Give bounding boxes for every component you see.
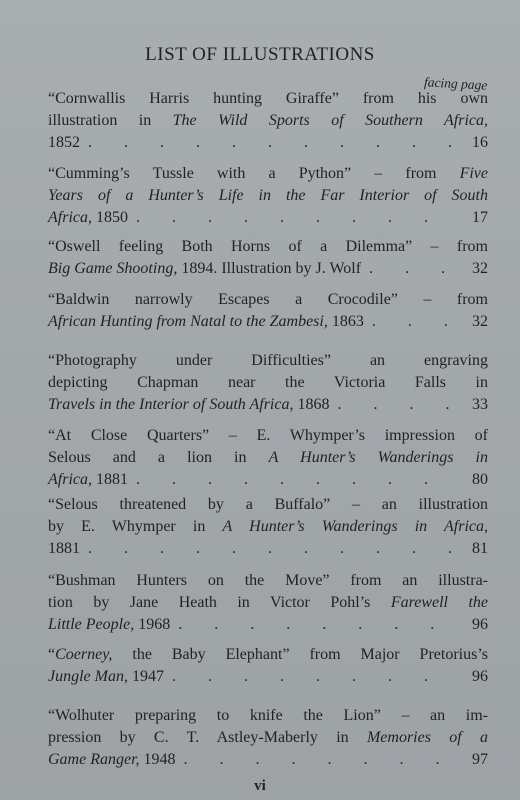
italic-title-text: African Hunting from Natal to the Zambesi,	[48, 313, 328, 330]
entry-last-line	[48, 132, 488, 154]
illustration-entry	[48, 570, 488, 636]
entry-line	[48, 425, 488, 447]
caption-text: Selous and a lion in	[48, 449, 269, 466]
caption-text: pression by C. T. Astley-Maberly in	[48, 729, 367, 746]
italic-title-text: Africa,	[48, 209, 92, 226]
italic-title-text: Memories of a	[366, 729, 488, 746]
illustration-entry	[48, 88, 488, 154]
entry-last-text	[48, 132, 80, 154]
italic-title-text: Travels in the Interior of South Africa,	[48, 396, 294, 413]
entry-last-line	[48, 538, 488, 560]
entry-last-text	[48, 258, 361, 280]
entry-last-text	[48, 311, 364, 333]
caption-text: 1852	[48, 134, 80, 151]
caption-text: by E. Whymper in	[48, 518, 223, 535]
caption-text: depicting Chapman near the Victoria Falls in	[48, 374, 488, 391]
page-number: 33	[472, 396, 488, 413]
italic-title-text: Years of a Hunter’s Life in the Far Interior of South	[48, 187, 488, 204]
caption-text: tion by Jane Heath in Victor Pohl’s	[48, 594, 391, 611]
dot-leader	[128, 207, 452, 229]
page-number: 96	[472, 616, 488, 633]
entry-line	[48, 372, 488, 394]
entry-last-line	[48, 258, 488, 280]
caption-text: 1968	[134, 616, 171, 633]
entry-line	[48, 644, 488, 666]
entry-last-line	[48, 469, 488, 491]
entry-line	[48, 447, 488, 469]
caption-text: 1881	[48, 540, 80, 557]
page-number: 97	[472, 751, 488, 768]
caption-text: 1868	[293, 396, 330, 413]
entry-last-line	[48, 666, 488, 688]
page-number: 17	[472, 209, 488, 226]
italic-title-text: Game Ranger,	[48, 751, 140, 768]
entry-line	[48, 516, 488, 538]
italic-title-text: Five	[459, 165, 488, 182]
caption-text: “Cumming’s Tussle with a Python” – from	[48, 165, 460, 182]
illustration-entry	[48, 350, 488, 416]
dot-leader	[361, 258, 452, 280]
italic-title-text: Jungle Man,	[48, 668, 128, 685]
dot-leader	[80, 132, 452, 154]
italic-title-text: Farewell the	[390, 594, 489, 611]
entry-line	[48, 727, 488, 749]
page-number: 81	[472, 540, 488, 557]
illustration-entry	[48, 236, 488, 280]
page-heading: LIST OF ILLUSTRATIONS	[145, 44, 375, 65]
facing-page-label: facing page	[423, 74, 488, 93]
entry-line	[48, 705, 488, 727]
entry-last-line	[48, 614, 488, 636]
page-number: 32	[472, 260, 488, 277]
caption-text: “Wolhuter preparing to knife the Lion” – an im-	[48, 707, 488, 724]
caption-text: 1894. Illustration by J. Wolf	[177, 260, 362, 277]
dot-leader	[80, 538, 452, 560]
caption-text: the Baby Elephant” from Major Pretorius’s	[112, 646, 488, 663]
caption-text: “Photography under Difficulties” an engraving	[48, 352, 488, 369]
caption-text: “Selous threatened by a Buffalo” – an illustration	[48, 496, 488, 513]
caption-text: 1947	[127, 668, 164, 685]
entry-line	[48, 592, 488, 614]
italic-title-text: Coerney,	[55, 646, 113, 663]
caption-text: “Oswell feeling Both Horns of a Dilemma” – from	[48, 238, 488, 255]
entry-line	[48, 163, 488, 185]
entry-last-text	[48, 666, 164, 688]
illustration-entry	[48, 644, 488, 688]
page-number: 80	[472, 471, 488, 488]
italic-title-text: The Wild Sports of Southern Africa,	[172, 112, 488, 129]
caption-text: 1863	[327, 313, 364, 330]
entry-last-text	[48, 394, 329, 416]
entry-line	[48, 570, 488, 592]
entry-last-text	[48, 614, 170, 636]
dot-leader	[176, 749, 452, 771]
caption-text: illustration in	[48, 112, 173, 129]
caption-text: “Bushman Hunters on the Move” from an illustra-	[48, 572, 488, 589]
caption-text: “At Close Quarters” – E. Whymper’s impression of	[48, 427, 488, 444]
entry-line	[48, 88, 488, 110]
dot-leader	[170, 614, 452, 636]
entry-line	[48, 185, 488, 207]
entry-last-text	[48, 469, 128, 491]
dot-leader	[128, 469, 452, 491]
italic-title-text: Africa,	[48, 471, 92, 488]
page-number: 32	[472, 313, 488, 330]
entry-last-line	[48, 207, 488, 229]
dot-leader	[164, 666, 452, 688]
page-number: 96	[472, 668, 488, 685]
caption-text: “	[48, 646, 56, 663]
entry-last-line	[48, 394, 488, 416]
illustration-entry	[48, 494, 488, 560]
illustration-entry	[48, 705, 488, 771]
entry-last-text	[48, 749, 176, 771]
italic-title-text: A Hunter’s Wanderings in	[268, 449, 488, 466]
illustration-entry	[48, 163, 488, 229]
caption-text: 1850	[92, 209, 128, 226]
italic-title-text: Big Game Shooting,	[48, 260, 178, 277]
entry-line	[48, 289, 488, 311]
caption-text: 1948	[139, 751, 176, 768]
entry-last-line	[48, 311, 488, 333]
dot-leader	[329, 394, 452, 416]
caption-text: “Baldwin narrowly Escapes a Crocodile” – from	[48, 291, 488, 308]
page-number: 16	[472, 134, 488, 151]
illustration-entry	[48, 425, 488, 491]
entry-line	[48, 236, 488, 258]
entry-line	[48, 110, 488, 132]
entry-line	[48, 494, 488, 516]
page-folio: vi	[254, 778, 266, 794]
caption-text: “Cornwallis Harris hunting Giraffe” from his own	[48, 90, 488, 107]
entry-last-line	[48, 749, 488, 771]
caption-text: 1881	[92, 471, 128, 488]
entry-last-text	[48, 538, 80, 560]
italic-title-text: A Hunter’s Wanderings in Africa,	[222, 518, 488, 535]
illustration-entry	[48, 289, 488, 333]
entry-line	[48, 350, 488, 372]
italic-title-text: Little People,	[48, 616, 135, 633]
entry-last-text	[48, 207, 128, 229]
dot-leader	[364, 311, 452, 333]
